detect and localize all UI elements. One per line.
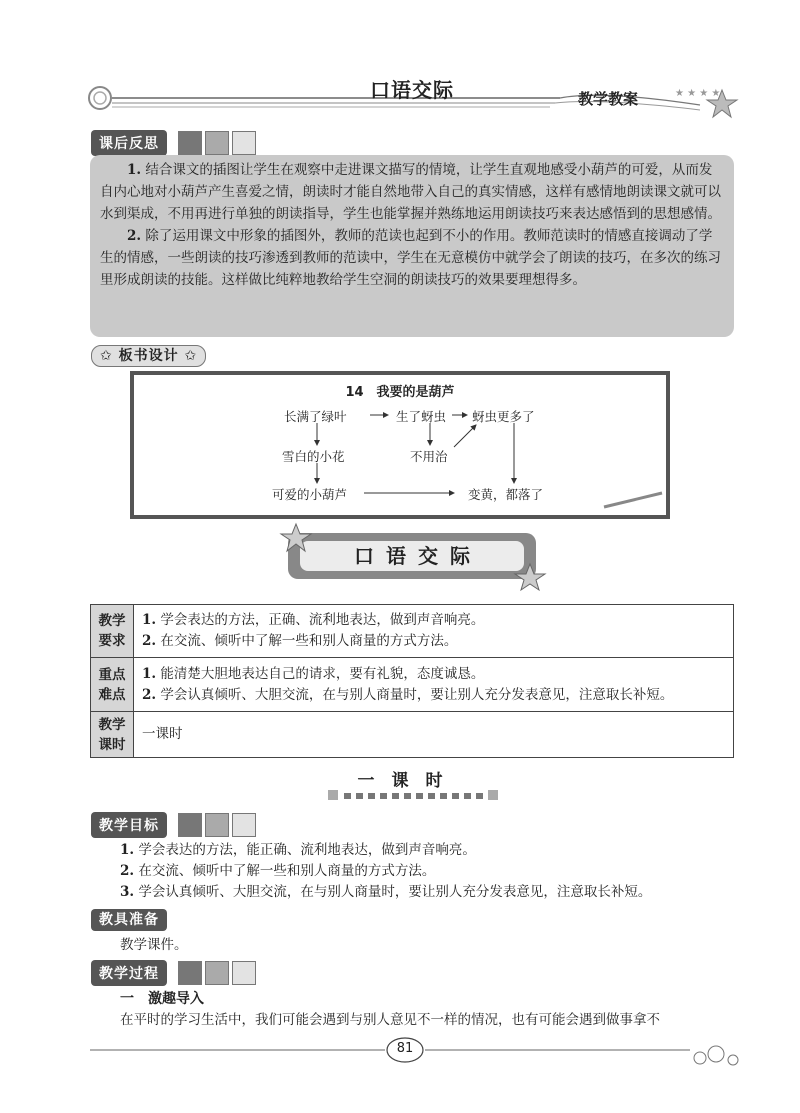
- header-title: 口语交际: [370, 78, 454, 102]
- table-cell: [134, 658, 734, 712]
- process-tag: 教学过程: [91, 960, 167, 986]
- lesson-title: 一 课 时: [357, 771, 443, 791]
- board-tag: ✩ 板书设计 ✩: [91, 345, 206, 367]
- table-header-cell: 重点 难点: [91, 658, 134, 712]
- list-item: 1. 学会表达的方法，能正确、流利地表达，做到声音响亮。: [120, 842, 476, 858]
- table-item: 1. 学会表达的方法，正确、流利地表达，做到声音响亮。: [142, 612, 485, 628]
- header-decoration: [0, 0, 800, 130]
- table-row: [91, 712, 734, 758]
- process-step-title: 一 激趣导入: [120, 991, 204, 1007]
- table-item: 1. 能清楚大胆地表达自己的请求，要有礼貌，态度诚恳。: [142, 665, 485, 682]
- table-item: 一课时: [142, 726, 183, 742]
- table-item: 2. 学会认真倾听、大胆交流，在与别人商量时，要让别人充分发表意见，注意取长补短。: [142, 686, 674, 703]
- table-row: [91, 605, 734, 658]
- decor-square: [178, 813, 202, 837]
- blackboard: [130, 371, 670, 519]
- process-text: 在平时的学习生活中，我们可能会遇到与别人意见不一样的情况，也有可能会遇到做事拿不: [120, 1012, 660, 1028]
- prep-tag: 教具准备: [91, 909, 167, 931]
- board-arrows: [134, 375, 666, 515]
- process-heading: [91, 960, 256, 986]
- decor-square: [205, 813, 229, 837]
- table-cell: [134, 605, 734, 658]
- table-row: [91, 658, 734, 712]
- board-node: 不用治: [410, 449, 448, 464]
- board-node: 生了蚜虫: [396, 409, 447, 424]
- header-brand: 教学教案: [578, 90, 639, 108]
- section-banner-title: 口语交际: [354, 544, 482, 568]
- objectives-tag: 教学目标: [91, 812, 167, 838]
- reflection-paragraph: 1. 结合课文的插图让学生在观察中走进课文描写的情境，让学生直观地感受小葫芦的可爱，从而发自内心地对小葫芦产生喜爱之情，朗读时才能自然地带入自己的真实情感，这样有感情地朗读课文就可以水到渠成，不用再进行单独的朗读指导，学生也能掌握并熟练地运用朗读技巧来表达感悟到的思想感情。: [100, 162, 721, 222]
- table-header-cell: 教学 要求: [91, 605, 134, 658]
- banner-stars: [278, 522, 548, 592]
- decor-square: [232, 961, 256, 985]
- reflection-box: [90, 155, 734, 337]
- list-item: 3. 学会认真倾听、大胆交流，在与别人商量时，要让别人充分发表意见，注意取长补短。: [120, 884, 652, 900]
- prep-heading: [91, 909, 167, 929]
- lesson-title-underline: [328, 788, 500, 804]
- board-heading: [91, 345, 206, 365]
- board-node: 雪白的小花: [282, 449, 345, 464]
- table-cell: [134, 712, 734, 758]
- decor-square: [178, 961, 202, 985]
- decor-square: [232, 131, 256, 155]
- reflection-paragraph: 2. 除了运用课文中形象的插图外，教师的范读也起到不小的作用。教师范读时的情感直接调动了学生的情感，一些朗读的技巧渗透到教师的范读中，学生在无意模仿中就学会了朗读的技巧，在多次的练习里形成朗读的技能。这样做比纯粹地教给学生空洞的朗读技巧的效果要理想得多。: [100, 228, 721, 288]
- table-header-cell: 教学 课时: [91, 712, 134, 758]
- board-node: 蚜虫更多了: [472, 409, 535, 424]
- decor-square: [205, 131, 229, 155]
- prep-text: 教学课件。: [120, 937, 188, 953]
- table-item: 2. 在交流、倾听中了解一些和别人商量的方式方法。: [142, 633, 458, 649]
- reflection-heading: [91, 130, 256, 156]
- page-number: 81: [396, 1041, 414, 1056]
- objectives-list: [120, 840, 740, 903]
- decor-square: [178, 131, 202, 155]
- svg-text:★ ★ ★ ★: ★ ★ ★ ★: [675, 88, 721, 99]
- decor-square: [232, 813, 256, 837]
- decor-square: [205, 961, 229, 985]
- board-node: 可爱的小葫芦: [272, 487, 348, 502]
- board-node: 长满了绿叶: [284, 409, 347, 424]
- board-title: 14 我要的是葫芦: [345, 385, 455, 400]
- reflection-tag: 课后反思: [91, 130, 167, 156]
- objectives-heading: [91, 812, 256, 838]
- lesson-table: [90, 604, 734, 758]
- board-node: 变黄，都落了: [468, 487, 544, 502]
- list-item: 2. 在交流、倾听中了解一些和别人商量的方式方法。: [120, 863, 436, 879]
